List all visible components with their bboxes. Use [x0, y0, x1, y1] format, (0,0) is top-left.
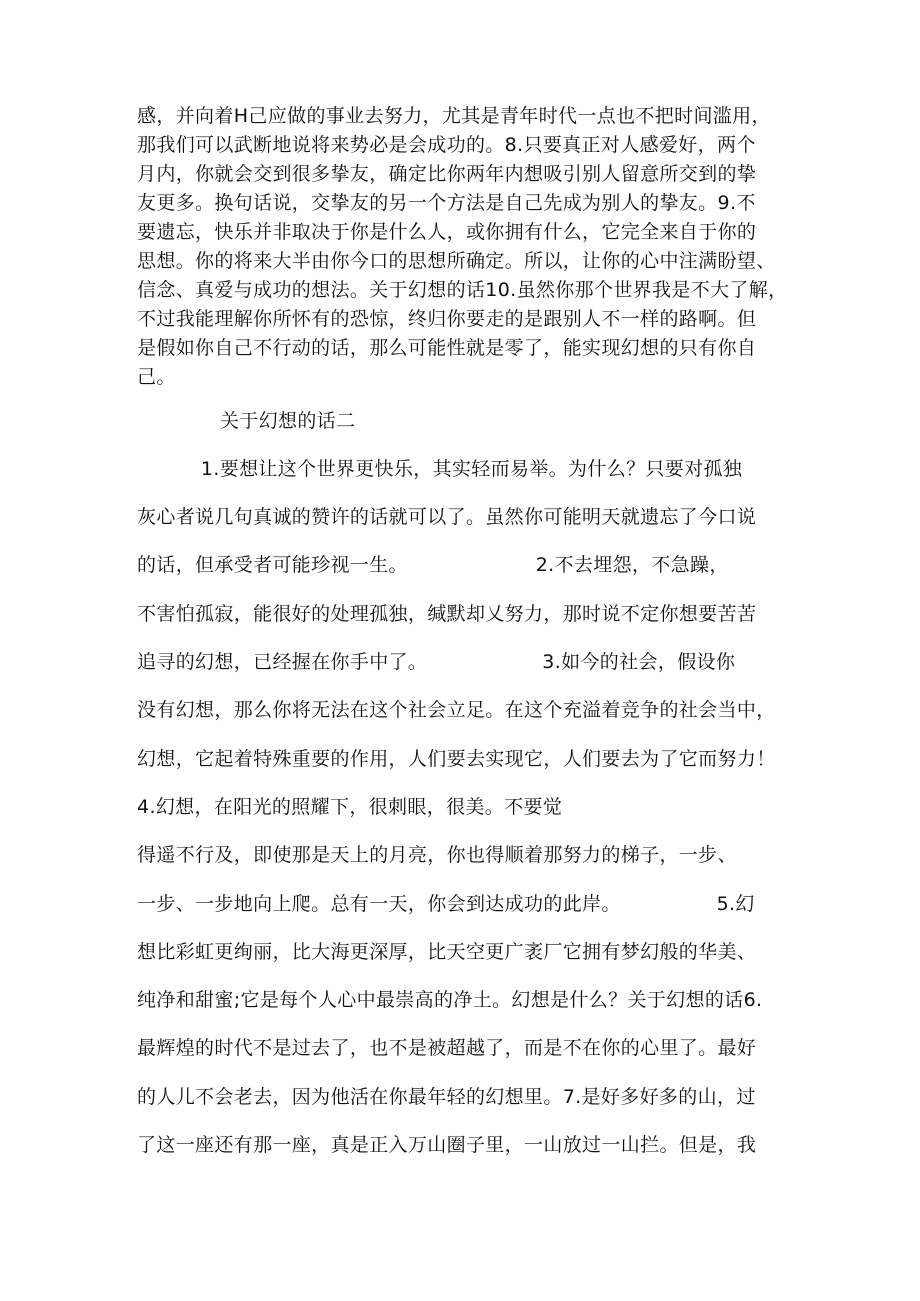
paragraph-1-line-10: 己。	[137, 366, 176, 388]
paragraph-1-line-8: 不过我能理解你所怀有的恐惊，终归你要走的是跟别人不一样的路啊。但	[137, 308, 757, 330]
paragraph-1-line-4: 友更多。换句话说，交挚友的另一个方法是自己先成为别人的挚友。9.不	[137, 192, 756, 214]
paragraph-2-line-5: 追寻的幻想，已经握在你手中了。 3.如今的社会，假设你	[137, 651, 736, 673]
paragraph-2-line-10: 一步、一步地向上爬。总有一天，你会到达成功的此岸。 5.幻	[137, 893, 755, 915]
paragraph-2-line-8: 4.幻想，在阳光的照耀下，很刺眼，很美。不要觉	[137, 796, 563, 818]
paragraph-1-line-5: 要遗忘，快乐并非取决于你是什么人，或你拥有什么，它完全来自于你的	[137, 221, 757, 243]
paragraph-1-line-9: 是假如你自己不行动的话，那么可能性就是零了，能实现幻想的只有你自	[137, 337, 757, 359]
paragraph-2-line-12: 纯净和甜蜜;它是每个人心中最崇高的净土。幻想是什么？关于幻想的话6.	[137, 989, 763, 1011]
paragraph-2-line-3: 的话，但承受者可能珍视一生。 2.不去埋怨，不急躁，	[137, 554, 729, 576]
paragraph-2-line-11: 想比彩虹更绚丽，比大海更深厚，比天空更广袤厂它拥有梦幻般的华美、	[137, 941, 757, 963]
section-heading: 关于幻想的话二	[220, 410, 356, 432]
paragraph-2-line-7: 幻想，它起着特殊重要的作用，人们要去实现它，人们要去为了它而努力！	[137, 748, 776, 770]
paragraph-2-line-2: 灰心者说几句真诚的赞许的话就可以了。虽然你可能明天就遗忘了今口说	[137, 506, 757, 528]
paragraph-2-line-1: 1.要想让这个世界更快乐，其实轻而易举。为什么？只要对孤独	[137, 458, 743, 480]
paragraph-2-line-6: 没有幻想，那么你将无法在这个社会立足。在这个充溢着竞争的社会当中，	[137, 699, 776, 721]
paragraph-2-line-14: 的人儿不会老去，因为他活在你最年轻的幻想里。7.是好多好多的山，过	[137, 1086, 756, 1108]
paragraph-1-line-3: 月内，你就会交到很多挚友，确定比你两年内想吸引别人留意所交到的挚	[137, 163, 757, 185]
paragraph-1-line-6: 思想。你的将来大半由你今口的思想所确定。所以，让你的心中注满盼望、	[137, 250, 776, 272]
paragraph-1-line-2: 那我们可以武断地说将来势必是会成功的。8.只要真正对人感爱好，两个	[137, 134, 756, 156]
paragraph-2-line-15: 了这一座还有那一座，真是正入万山圈子里，一山放过一山拦。但是，我	[137, 1134, 757, 1156]
paragraph-1-line-7: 信念、真爱与成功的想法。关于幻想的话10.虽然你那个世界我是不大了解，	[137, 279, 788, 301]
paragraph-1-line-1: 感，并向着H己应做的事业去努力，尤其是青年时代一点也不把时间滥用，	[137, 105, 771, 127]
paragraph-2-line-13: 最辉煌的时代不是过去了，也不是被超越了，而是不在你的心里了。最好	[137, 1037, 757, 1059]
paragraph-2-line-4: 不害怕孤寂，能很好的处理孤独，缄默却乂努力，那时说不定你想要苦苦	[137, 603, 757, 625]
paragraph-2-line-9: 得遥不行及，即使那是天上的月亮，你也得顺着那努力的梯子，一步、	[137, 844, 737, 866]
